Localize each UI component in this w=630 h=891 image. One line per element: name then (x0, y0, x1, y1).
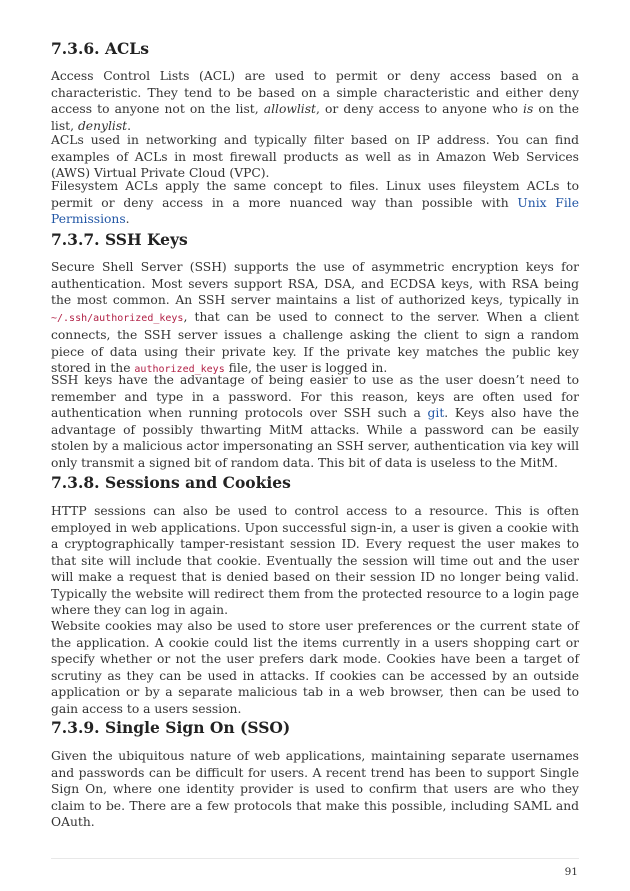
git-link[interactable]: git (427, 406, 445, 420)
sso-paragraph-1: Given the ubiquitous nature of web applications, maintaining separate usernames and passwords can be difficult for users. A recent trend has been to support Single Sign On, where one identity provider is used to confirm that users are who they claim to be. There are a few protocols that make this possible, including SAML and OAuth. (51, 749, 579, 829)
text-run: Secure Shell Server (SSH) supports the use of asymmetric encryption keys for authentication. Most severs support RSA, DSA, and ECDSA keys, with RSA being the most common. An SSH server maintains a list of authorized keys, typically in (51, 260, 579, 307)
code-authorized-keys-path: ~/.ssh/authorized_keys (51, 312, 184, 324)
emphasis-denylist: denylist (77, 118, 128, 133)
page-number: 91 (564, 866, 578, 878)
code-authorized-keys: authorized_keys (134, 364, 225, 375)
section-heading-acls: 7.3.6. ACLs (51, 39, 149, 58)
text-run: , or deny access to anyone who (316, 102, 524, 116)
text-run: on the list, (51, 102, 579, 133)
text-run: . (127, 118, 131, 133)
text-run: , that can be used to connect to the server. When a client connects, the SSH server issues a challenge asking the client to sign a random piece of data using their private key. If the private key matches the public key stored in the (51, 309, 579, 375)
section-heading-sso: 7.3.9. Single Sign On (SSO) (51, 718, 291, 737)
ssh-paragraph-2 (51, 372, 579, 471)
acls-paragraph-2: ACLs used in networking and typically filter based on IP address. You can find examples of ACLs in most firewall products as well as in Amazon Web Services (AWS) Virtual Private Cloud (VPC). (51, 133, 579, 180)
acls-paragraph-3 (51, 178, 579, 228)
unix-file-permissions-link[interactable]: Unix File Permissions (51, 195, 579, 226)
text-run: . Keys also have the advantage of possibly thwarting MitM attacks. While a password can be easily stolen by a malicious actor impersonating an SSH server, authentication via key will only transmit a signed bit of random data. This bit of data is useless to the MitM. (51, 406, 580, 470)
text-run: SSH keys have the advantage of being easier to use as the user doesn’t need to remember and type in a password. For this reason, keys are often used for authentication when running protocols over SSH such a (51, 373, 579, 420)
acls-paragraph-1 (51, 68, 579, 134)
emphasis-allowlist: allowlist (263, 102, 316, 116)
text-run: . (125, 212, 130, 226)
ssh-paragraph-1 (51, 259, 579, 379)
section-heading-ssh-keys: 7.3.7. SSH Keys (51, 230, 188, 249)
text-run: file, the user is logged in. (224, 361, 388, 375)
footer-divider (51, 858, 579, 859)
emphasis-is: is (523, 102, 534, 116)
sessions-paragraph-1: HTTP sessions can also be used to control access to a resource. This is often employed in web applications. Upon successful sign-in, a user is given a cookie with a cryptographically tamper-resistant session ID. Every request the user makes to that site will include that cookie. Eventually the session will time out and the user will make a request that is denied based on their session ID no longer being valid. Typically the website will redirect them from the protected resource to a login page where they can log in again. (51, 504, 579, 617)
section-heading-sessions-cookies: 7.3.8. Sessions and Cookies (51, 473, 291, 492)
text-run: Access Control Lists (ACL) are used to permit or deny access based on a characteristic. They tend to be based on a simple characteristic and either deny access to anyone not on the list, (51, 69, 579, 116)
text-run: Filesystem ACLs apply the same concept to files. Linux uses fileystem ACLs to permit or deny access in a more nuanced way than possible with (51, 179, 579, 210)
sessions-paragraph-2: Website cookies may also be used to store user preferences or the current state of the application. A cookie could list the items currently in a users shopping cart or specify whether or not the user prefers dark mode. Cookies have been a target of scrutiny as they can be used in attacks. If cookies can be accessed by an outside application or by a separate malicious tab in a web browser, then can be used to gain access to a users session. (51, 619, 579, 716)
